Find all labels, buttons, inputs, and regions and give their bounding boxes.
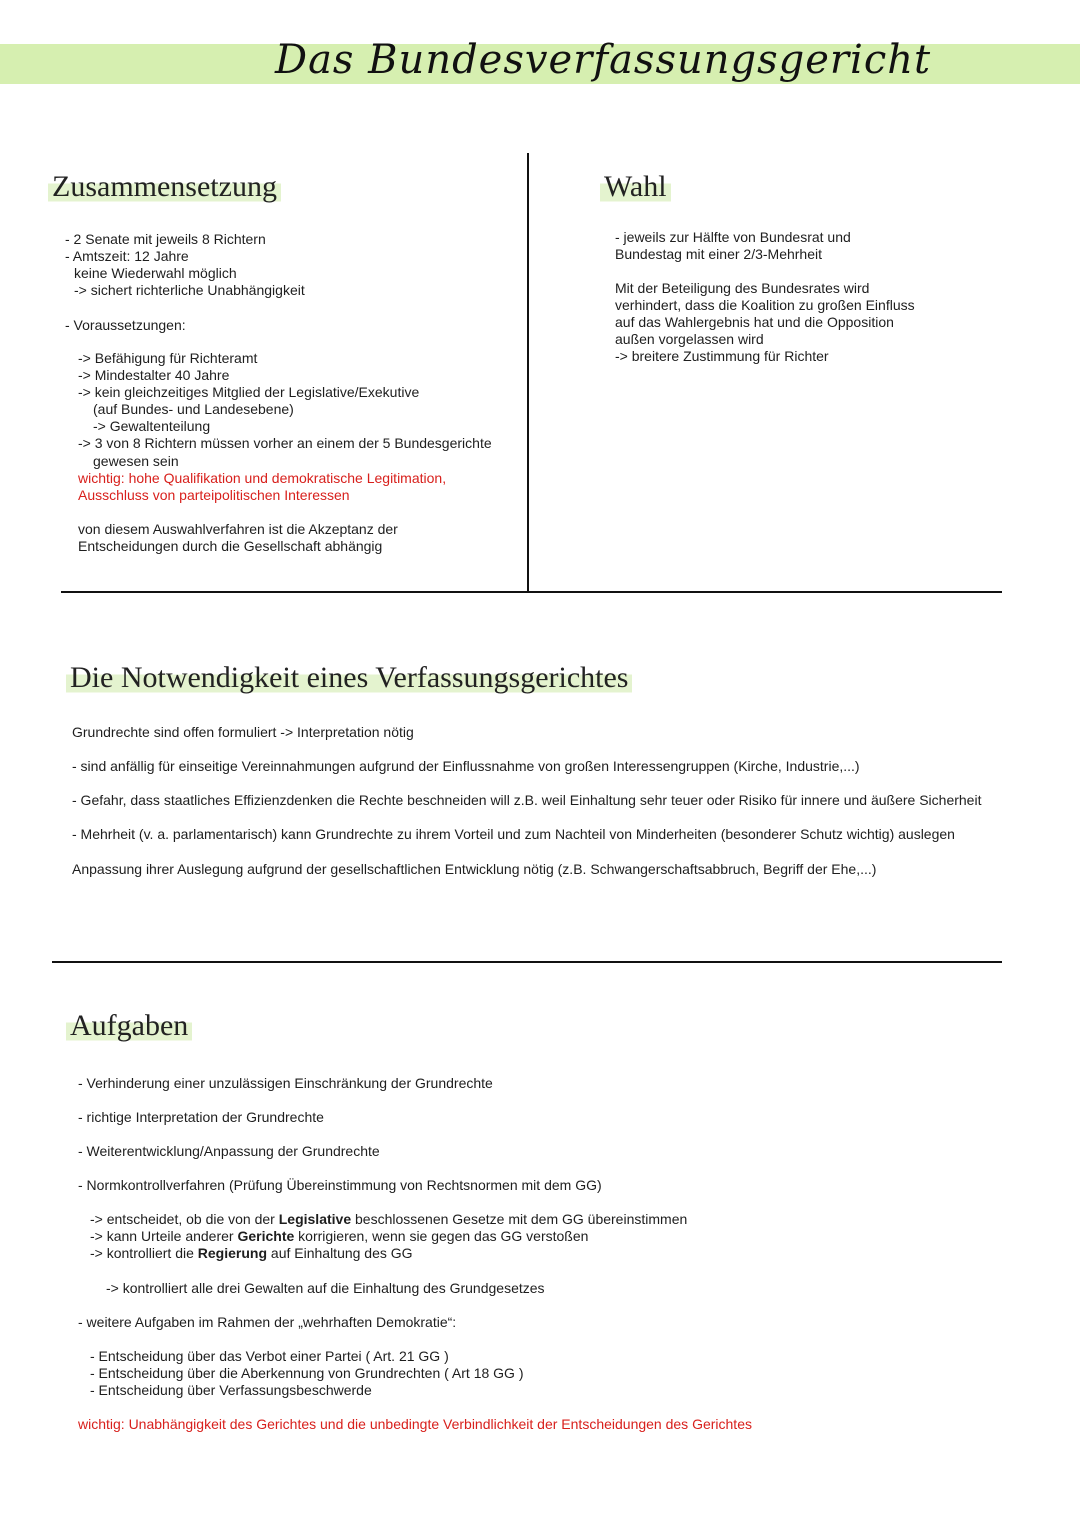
heading-aufgaben: Aufgaben: [66, 1009, 192, 1043]
aufgaben-weitere: - weitere Aufgaben im Rahmen der „wehrhaften Demokratie“:: [78, 1314, 457, 1330]
zusammensetzung-line: - Amtszeit: 12 Jahre: [65, 248, 189, 264]
aufgaben-line: - richtige Interpretation der Grundrechte: [78, 1109, 324, 1125]
aufgaben-detail: -> kontrolliert die Regierung auf Einhaltung des GG: [90, 1245, 413, 1261]
page-title: Das Bundesverfassungsgericht: [275, 37, 932, 83]
zusammensetzung-line: - Voraussetzungen:: [65, 317, 186, 333]
notwendigkeit-line: Anpassung ihrer Auslegung aufgrund der gesellschaftlichen Entwicklung nötig (z.B. Schwangerschaftsabbruch, Begriff der Ehe,...): [72, 861, 877, 877]
section-divider: [52, 961, 1002, 963]
zusammensetzung-important: Ausschluss von parteipolitischen Interessen: [78, 487, 350, 503]
column-divider: [527, 153, 529, 591]
wahl-line: auf das Wahlergebnis hat und die Opposition: [615, 314, 894, 330]
heading-wahl: Wahl: [600, 170, 671, 204]
notwendigkeit-line: - Mehrheit (v. a. parlamentarisch) kann Grundrechte zu ihrem Vorteil und zum Nachteil von Minderheiten (besonderer Schutz wichtig) auslegen: [72, 826, 955, 842]
zusammensetzung-closing: von diesem Auswahlverfahren ist die Akzeptanz der: [78, 521, 398, 537]
aufgaben-detail: -> kann Urteile anderer Gerichte korrigieren, wenn sie gegen das GG verstoßen: [90, 1228, 589, 1244]
aufgaben-important: wichtig: Unabhängigkeit des Gerichtes und die unbedingte Verbindlichkeit der Entscheidungen des Gerichtes: [78, 1416, 752, 1432]
zusammensetzung-line: -> Mindestalter 40 Jahre: [78, 367, 230, 383]
wahl-line: Bundestag mit einer 2/3-Mehrheit: [615, 246, 822, 262]
aufgaben-weitere-item: - Entscheidung über die Aberkennung von Grundrechten ( Art 18 GG ): [90, 1365, 524, 1381]
aufgaben-line: - Normkontrollverfahren (Prüfung Übereinstimmung von Rechtsnormen mit dem GG): [78, 1177, 602, 1193]
zusammensetzung-line: (auf Bundes- und Landesebene): [93, 401, 294, 417]
zusammensetzung-line: gewesen sein: [93, 453, 179, 469]
zusammensetzung-line: -> Befähigung für Richteramt: [78, 350, 258, 366]
notwendigkeit-line: - Gefahr, dass staatliches Effizienzdenken die Rechte beschneiden will z.B. weil Einhaltung sehr teuer oder Risiko für innere und äußere Sicherheit: [72, 792, 982, 808]
wahl-line: -> breitere Zustimmung für Richter: [615, 348, 829, 364]
wahl-line: - jeweils zur Hälfte von Bundesrat und: [615, 229, 851, 245]
zusammensetzung-line: - 2 Senate mit jeweils 8 Richtern: [65, 231, 266, 247]
aufgaben-weitere-item: - Entscheidung über das Verbot einer Partei ( Art. 21 GG ): [90, 1348, 449, 1364]
zusammensetzung-line: keine Wiederwahl möglich: [74, 265, 237, 281]
aufgaben-line: - Weiterentwicklung/Anpassung der Grundrechte: [78, 1143, 380, 1159]
zusammensetzung-line: -> Gewaltenteilung: [93, 418, 211, 434]
section-divider: [61, 591, 1002, 593]
wahl-line: verhindert, dass die Koalition zu großen Einfluss: [615, 297, 915, 313]
heading-notwendigkeit: Die Notwendigkeit eines Verfassungsgerichtes: [66, 661, 632, 695]
zusammensetzung-important: wichtig: hohe Qualifikation und demokratische Legitimation,: [78, 470, 447, 486]
zusammensetzung-line: -> kein gleichzeitiges Mitglied der Legislative/Exekutive: [78, 384, 420, 400]
aufgaben-detail: -> entscheidet, ob die von der Legislative beschlossenen Gesetze mit dem GG übereinstimmen: [90, 1211, 688, 1227]
wahl-line: außen vorgelassen wird: [615, 331, 764, 347]
heading-zusammensetzung: Zusammensetzung: [48, 170, 281, 204]
aufgaben-summary: -> kontrolliert alle drei Gewalten auf die Einhaltung des Grundgesetzes: [106, 1280, 545, 1296]
zusammensetzung-line: -> 3 von 8 Richtern müssen vorher an einem der 5 Bundesgerichte: [78, 435, 492, 451]
notwendigkeit-line: - sind anfällig für einseitige Vereinnahmungen aufgrund der Einflussnahme von großen Interessengruppen (Kirche, Industrie,...): [72, 758, 860, 774]
aufgaben-line: - Verhinderung einer unzulässigen Einschränkung der Grundrechte: [78, 1075, 493, 1091]
zusammensetzung-closing: Entscheidungen durch die Gesellschaft abhängig: [78, 538, 383, 554]
aufgaben-weitere-item: - Entscheidung über Verfassungsbeschwerde: [90, 1382, 372, 1398]
wahl-line: Mit der Beteiligung des Bundesrates wird: [615, 280, 870, 296]
notwendigkeit-line: Grundrechte sind offen formuliert -> Interpretation nötig: [72, 724, 414, 740]
zusammensetzung-line: -> sichert richterliche Unabhängigkeit: [74, 282, 305, 298]
